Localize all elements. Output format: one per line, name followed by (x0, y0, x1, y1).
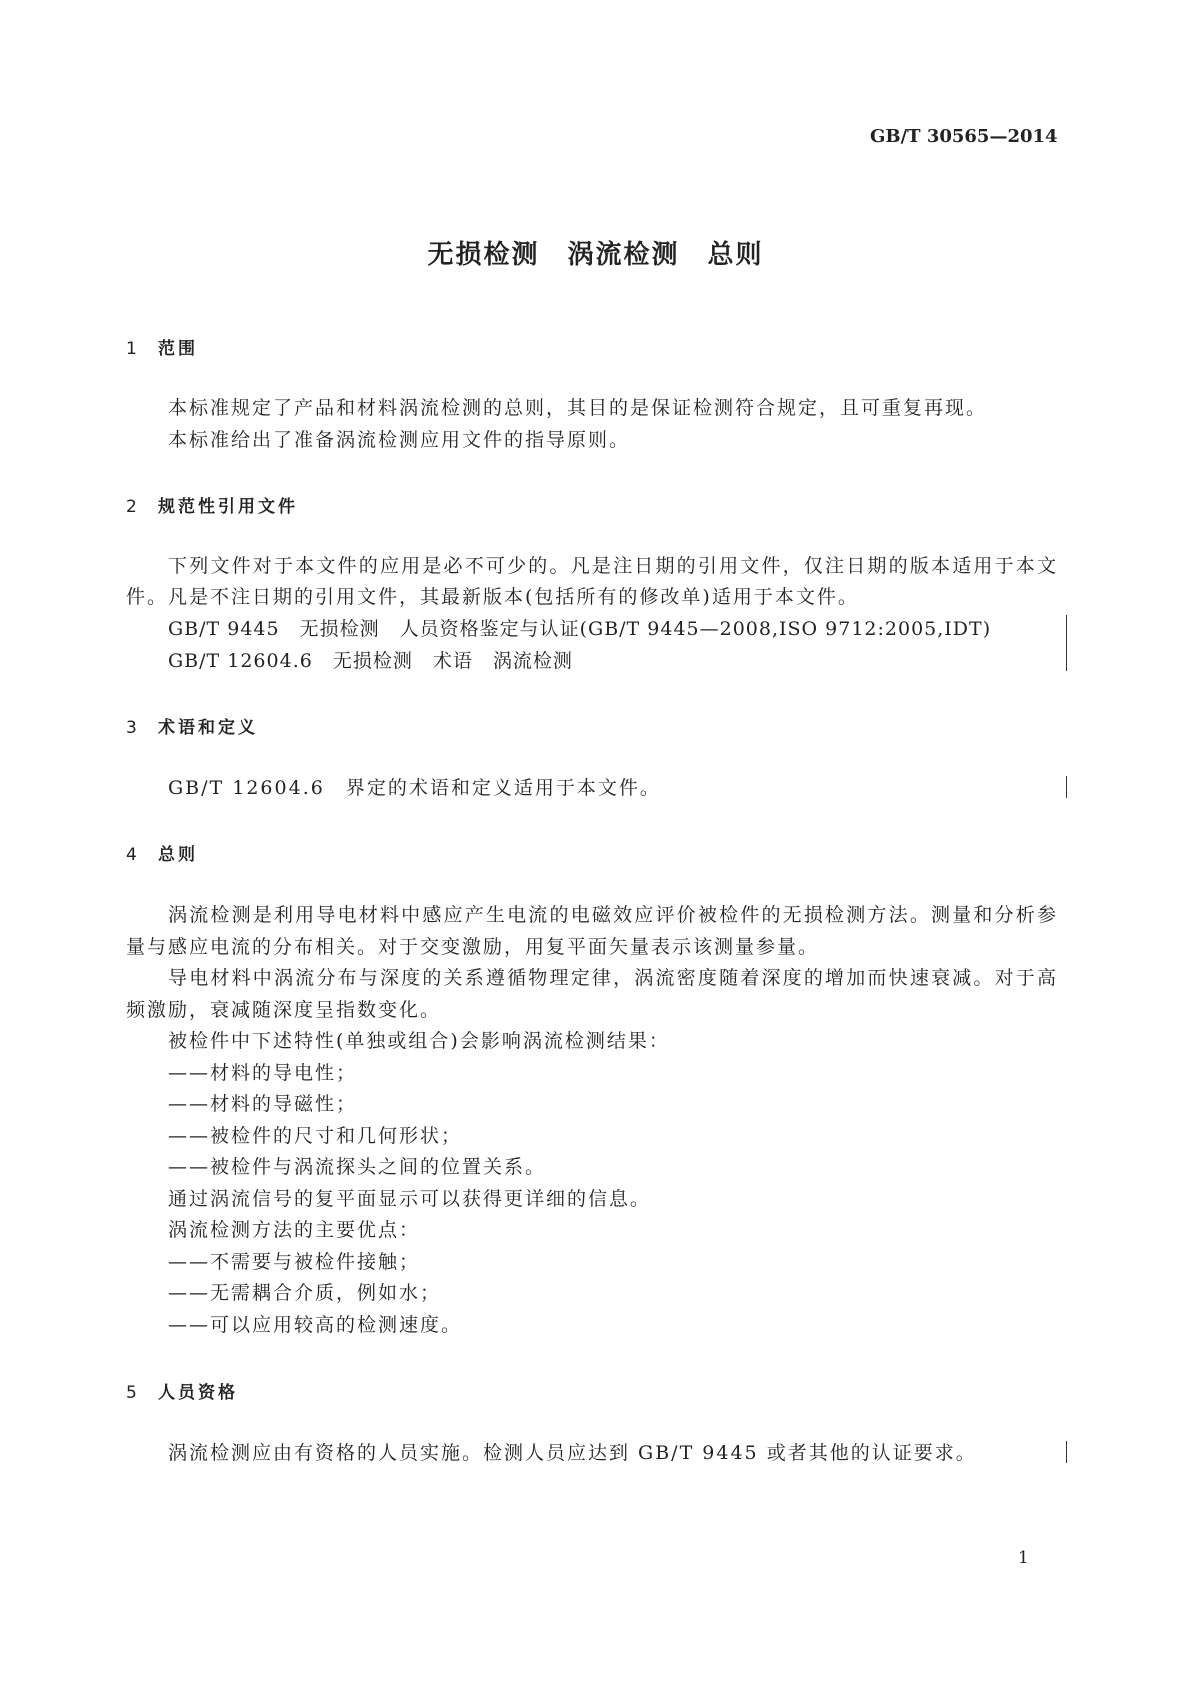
list-item: ——被检件的尺寸和几何形状； (168, 1125, 463, 1147)
page-number: 1 (1018, 1548, 1029, 1568)
section-heading-2: 2 规范性引用文件 (126, 497, 298, 517)
change-bar (1066, 615, 1067, 671)
paragraph-line: GB/T 12604.6 界定的术语和定义适用于本文件。 (168, 777, 661, 799)
paragraph-line: 导电材料中涡流分布与深度的关系遵循物理定律，涡流密度随着深度的增加而快速衰减。对于高 (168, 967, 1056, 989)
list-item: ——不需要与被检件接触； (168, 1251, 421, 1273)
paragraph-line: 通过涡流信号的复平面显示可以获得更详细的信息。 (168, 1188, 652, 1210)
paragraph-line: 件。凡是不注日期的引用文件，其最新版本(包括所有的修改单)适用于本文件。 (126, 586, 859, 608)
page-title: 无损检测 涡流检测 总则 (427, 240, 764, 270)
change-bar (1066, 776, 1067, 798)
section-heading-1: 1 范围 (126, 339, 198, 359)
list-item: ——材料的导电性； (168, 1062, 358, 1084)
list-item: ——无需耦合介质，例如水； (168, 1282, 442, 1304)
paragraph-line: 本标准给出了准备涡流检测应用文件的指导原则。 (168, 429, 631, 451)
section-heading-4: 4 总则 (126, 845, 198, 865)
reference-item: GB/T 12604.6 无损检测 术语 涡流检测 (168, 650, 573, 672)
paragraph-line: 涡流检测方法的主要优点： (168, 1219, 421, 1241)
list-item: ——材料的导磁性； (168, 1093, 358, 1115)
section-heading-5: 5 人员资格 (126, 1383, 238, 1403)
paragraph-line: 量与感应电流的分布相关。对于交变激励，用复平面矢量表示该测量参量。 (126, 936, 820, 958)
paragraph-line: 被检件中下述特性(单独或组合)会影响涡流检测结果： (168, 1030, 670, 1052)
list-item: ——被检件与涡流探头之间的位置关系。 (168, 1156, 547, 1178)
section-heading-3: 3 术语和定义 (126, 718, 258, 738)
reference-item: GB/T 9445 无损检测 人员资格鉴定与认证(GB/T 9445—2008,ISO 9712:2005,IDT) (168, 618, 992, 640)
change-bar (1066, 1441, 1067, 1463)
list-item: ——可以应用较高的检测速度。 (168, 1314, 463, 1336)
paragraph-line: 下列文件对于本文件的应用是必不可少的。凡是注日期的引用文件，仅注日期的版本适用于本文 (168, 555, 1056, 577)
paragraph-line: 本标准规定了产品和材料涡流检测的总则，其目的是保证检测符合规定，且可重复再现。 (168, 397, 988, 419)
standard-number: GB/T 30565—2014 (870, 126, 1058, 147)
paragraph-line: 涡流检测是利用导电材料中感应产生电流的电磁效应评价被检件的无损检测方法。测量和分析参 (168, 904, 1056, 926)
paragraph-line: 频激励，衰减随深度呈指数变化。 (126, 999, 442, 1021)
paragraph-line: 涡流检测应由有资格的人员实施。检测人员应达到 GB/T 9445 或者其他的认证要求。 (168, 1442, 977, 1464)
